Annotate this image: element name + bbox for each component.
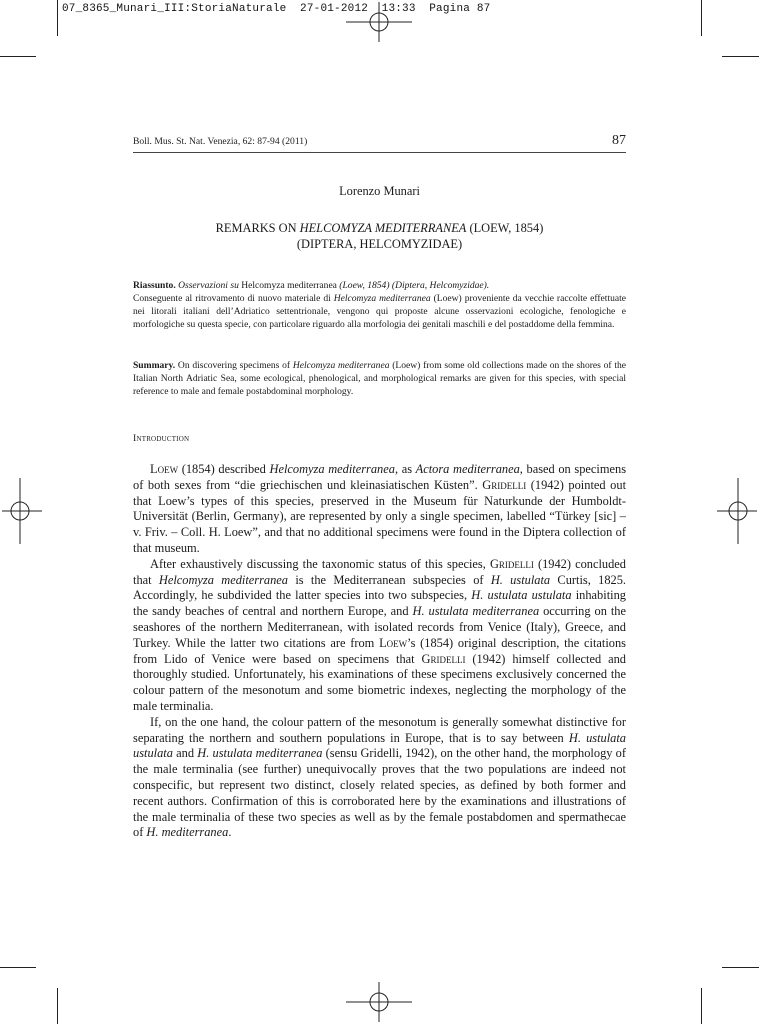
crop-mark-top-right-vertical [701, 0, 702, 36]
text-run: ’s (1854) original description, the citations from Lido of Venice were based on specimens that [133, 635, 626, 666]
text-run: (sensu Gridelli, 1942), on the other hand, the morphology of the male terminalia (see further) unequivocally proves that the two populations are indeed not conspecific, but represent two distinct, closely related species, as defined by both former and recent authors. Confirmation of this is corroborated here by the examinations and illustrations of the male terminalia of these two species as well as by the female postabdomen and spermathecae of [133, 746, 626, 840]
riassunto-text-1: Conseguente al ritrovamento di nuovo materiale di [133, 293, 334, 305]
article-title [133, 220, 626, 252]
title-species: HELCOMYZA MEDITERRANEA [299, 221, 467, 235]
author-citation: Gridelli [482, 477, 527, 492]
text-run: , as [394, 462, 416, 476]
text-run: After exhaustively discussing the taxonomic status of this species, [150, 556, 490, 571]
paragraph-1 [133, 462, 626, 557]
text-run: (1942) concluded that [133, 556, 626, 587]
summary-text-2: (Loew) from some old collections made on the shores of the Italian North Adriatic Sea, some ecological, phenological, and morphological remarks are given for this species, with special reference to male and female postabdominal morphology. [133, 360, 626, 398]
printer-slug: 07_8365_Munari_III:StoriaNaturale 27-01-2012 13:33 Pagina 87 [62, 3, 491, 15]
text-run: (1942) himself collected and thoroughly studied. Unfortunately, his examinations of these specimens exclusively concerned the colour pattern of the mesonotum and some biometric indexes, neglecting the morphology of the male terminalia. [133, 651, 626, 713]
summary-species: Helcomyza mediterranea [292, 360, 390, 371]
registration-mark-right-icon [717, 478, 757, 544]
species-name: Helcomyza mediterranea [158, 572, 289, 587]
riassunto-heading-species: Helcomyza mediterranea [241, 280, 337, 291]
crop-mark-bottom-left-vertical [57, 988, 58, 1024]
title-line-2: (DIPTERA, HELCOMYZIDAE) [296, 237, 463, 251]
text-run: occurring on the seashores of the northern Mediterranean, with isolated records from Venice (Italy), Greece, and Turkey. While the latter two citations are from [133, 604, 627, 650]
riassunto-heading-1: Osservazioni su [175, 280, 242, 291]
species-name: H. mediterranea [146, 825, 229, 840]
registration-mark-top-icon [346, 2, 412, 42]
riassunto-species: Helcomyza mediterranea [333, 293, 431, 305]
text-run: inhabiting the sandy beaches of central and northern Europe, and [133, 588, 626, 619]
species-name: Helcomyza mediterranea [269, 462, 395, 476]
text-run: (1854) described [178, 462, 270, 476]
species-name: H. ustulata [490, 572, 551, 587]
text-run: and [172, 746, 198, 761]
registration-mark-bottom-icon [346, 982, 412, 1022]
author-citation: Loew [150, 462, 179, 476]
text-run: . [228, 825, 232, 840]
riassunto-text-2: (Loew) proveniente da vecchie raccolte effettuate nei litorali italiani dell’Adriatico settentrionale, vengono qui proposte alcune osservazioni ecologiche, fenologiche e morfologiche su questa specie, con particolare riguardo alla morfologia dei genitali maschili e del postaddome della femmina. [133, 293, 626, 331]
title-suffix: (LOEW, 1854) [466, 221, 544, 235]
page-number: 87 [612, 133, 626, 148]
summary-label: Summary. [133, 360, 176, 371]
crop-mark-top-left-horizontal [0, 56, 36, 57]
species-name: H. ustulata ustulata [471, 588, 572, 603]
summary-abstract [133, 359, 626, 398]
riassunto-abstract [133, 279, 626, 332]
paragraph-2 [133, 557, 626, 715]
crop-mark-bottom-right-horizontal [722, 967, 759, 968]
riassunto-heading-2: (Loew, 1854) (Diptera, Helcomyzidae). [336, 280, 490, 291]
species-name: H. ustulata mediterranea [197, 746, 323, 761]
crop-mark-bottom-right-vertical [701, 988, 702, 1024]
text-run: , based on specimens of both sexes from “die griechischen und kleinasiatischen Küsten”. [133, 462, 627, 492]
riassunto-label: Riassunto. [133, 280, 176, 291]
text-run: is the Mediterranean subspecies of [288, 572, 491, 587]
registration-mark-left-icon [2, 478, 42, 544]
author-citation: Gridelli [489, 556, 534, 571]
species-name: H. ustulata ustulata [133, 730, 626, 761]
text-run: Curtis, 1825. Accordingly, he subdivided the latter species into two subspecies, [133, 572, 627, 603]
introduction-body [133, 462, 626, 841]
text-run: If, on the one hand, the colour pattern of the mesonotum is generally somewhat distinctive for separating the northern and southern populations in Europe, that is to say between [133, 714, 626, 745]
paragraph-3 [133, 715, 626, 841]
species-name: Actora mediterranea [415, 462, 520, 476]
title-prefix: REMARKS ON [215, 221, 300, 235]
section-heading-introduction: Introduction [133, 433, 190, 444]
author-name: Lorenzo Munari [339, 184, 420, 198]
running-head [133, 130, 626, 153]
summary-text-1: On discovering specimens of [175, 360, 293, 371]
author-citation: Gridelli [421, 651, 466, 666]
crop-mark-bottom-left-horizontal [0, 967, 36, 968]
species-name: H. ustulata mediterranea [412, 604, 540, 619]
crop-mark-top-left-vertical [57, 0, 58, 36]
crop-mark-top-right-horizontal [722, 56, 759, 57]
author-citation: Loew [379, 635, 408, 650]
journal-citation: Boll. Mus. St. Nat. Venezia, 62: 87-94 (2011) [133, 136, 308, 147]
text-run: (1942) pointed out that Loew’s types of this species, preserved in the Museum für Naturkunde der Humboldt-Universität (Berlin, Germany), are represented by only a single specimen, labelled “Türkey [sic] – v. Friv. – Coll. H. Loew”, and that no additional specimens were found in the Diptera collection of that museum. [133, 477, 627, 555]
